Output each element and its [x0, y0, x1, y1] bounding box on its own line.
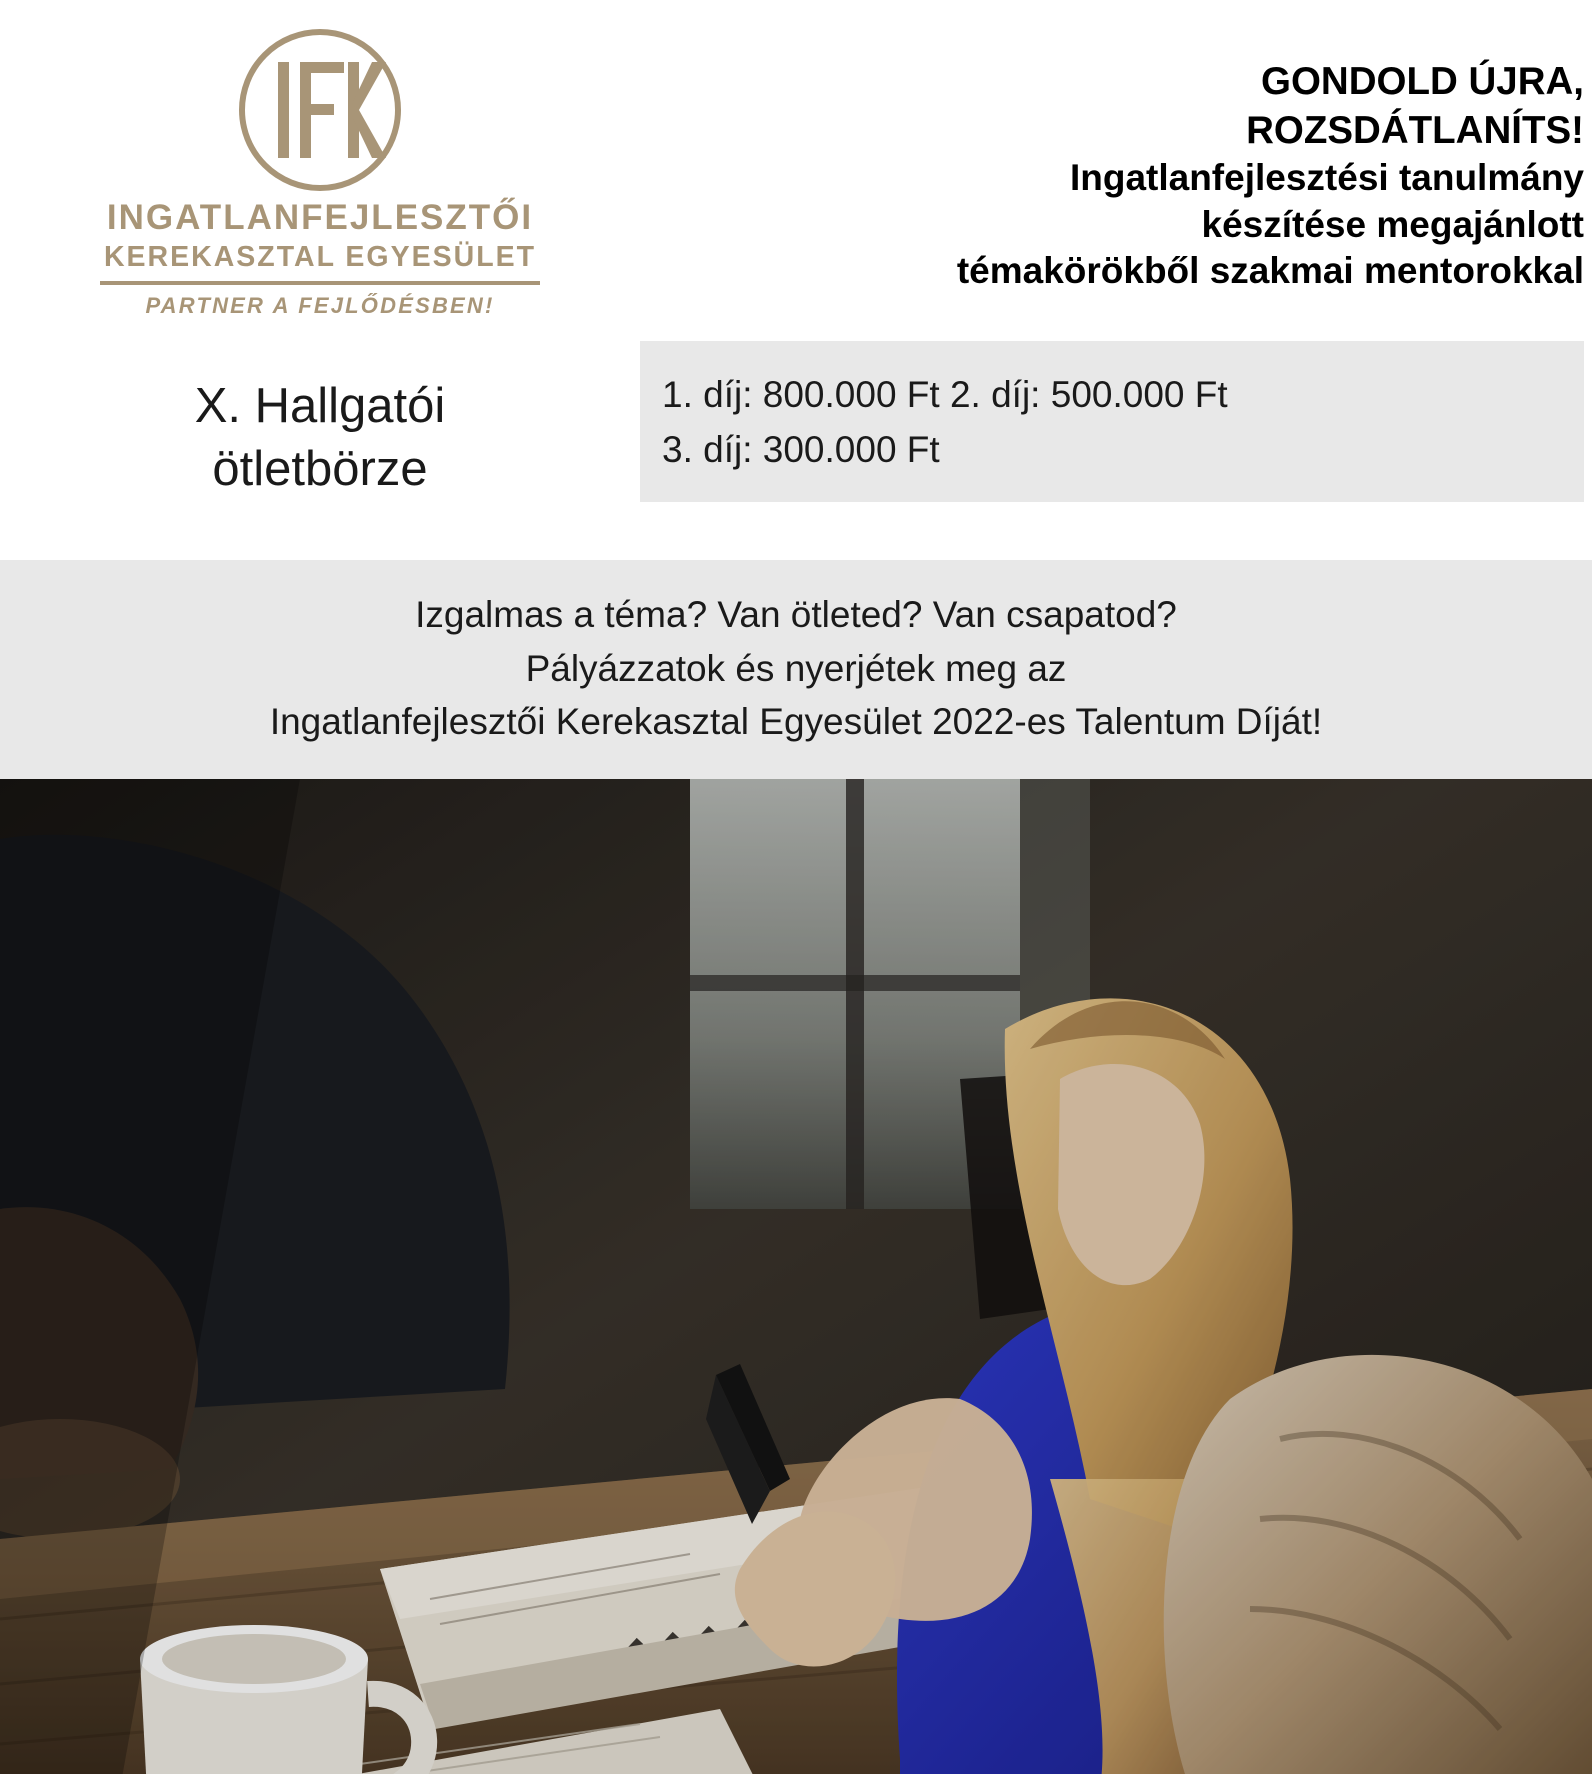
event-title-line-1: X. Hallgatói	[194, 379, 446, 433]
logo-divider	[100, 281, 540, 285]
headline-line-3: Ingatlanfejlesztési tanulmány	[1069, 157, 1584, 198]
poster-header	[0, 0, 1592, 560]
headline	[957, 58, 1584, 295]
callout-line-2: Pályázzatok és nyerjétek meg az	[525, 647, 1067, 689]
callout-line-3: Ingatlanfejlesztői Kerekasztal Egyesület 2022-es Talentum Díját!	[269, 701, 1323, 743]
organization-logo	[95, 26, 545, 319]
header-right-column	[640, 0, 1592, 502]
logo-line-2: KEREKASZTAL EGYESÜLET	[103, 241, 537, 273]
headline-line-4: készítése megajánlott	[1201, 203, 1584, 245]
prize-line-2: 3. díj: 300.000 Ft	[662, 429, 940, 471]
logo-line-1: INGATLANFEJLESZTŐI	[106, 198, 534, 237]
prize-line-1: 1. díj: 800.000 Ft 2. díj: 500.000 Ft	[662, 373, 1228, 415]
prize-box	[640, 341, 1584, 502]
headline-line-1: GONDOLD ÚJRA,	[1261, 60, 1584, 103]
ifk-monogram-icon	[236, 26, 404, 194]
event-title	[195, 375, 446, 500]
callout-banner	[0, 560, 1592, 779]
event-title-line-2: ötletbörze	[212, 441, 428, 496]
hero-photo-illustration	[0, 779, 1592, 1774]
headline-line-5: témakörökből szakmai mentorokkal	[956, 250, 1584, 292]
callout-line-1: Izgalmas a téma? Van ötleted? Van csapatod?	[415, 594, 1177, 635]
logo-tagline: PARTNER A FEJLŐDÉSBEN!	[145, 293, 495, 318]
header-left-column	[0, 0, 640, 500]
headline-line-2: ROZSDÁTLANÍTS!	[1246, 108, 1584, 152]
hero-photo	[0, 779, 1592, 1774]
